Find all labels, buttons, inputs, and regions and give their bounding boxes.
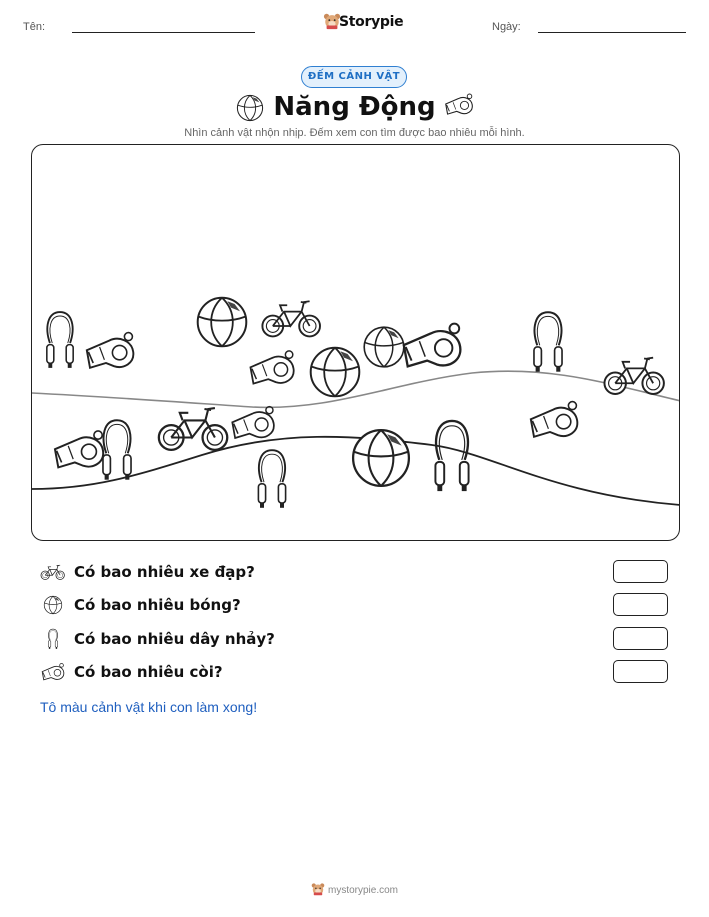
whistle-icon: [404, 324, 461, 367]
jump-rope-icon: [47, 312, 73, 368]
question-row: [40, 560, 680, 586]
ball-icon: [353, 430, 409, 486]
ball-icon: [311, 348, 360, 397]
question-text: Có bao nhiêu dây nhảy?: [74, 630, 275, 648]
bicycle-icon: [262, 301, 320, 336]
answer-box-whistles[interactable]: [613, 660, 668, 683]
page-title: Năng Động: [273, 92, 436, 122]
footer-url[interactable]: mystorypie.com: [327, 885, 398, 896]
footer: [0, 882, 709, 896]
jump-rope-icon: [40, 628, 66, 650]
jump-rope-icon: [258, 450, 285, 508]
bicycle-icon: [159, 408, 227, 450]
jump-rope-icon: [435, 421, 468, 491]
answer-box-balls[interactable]: [613, 593, 668, 616]
bear-icon: [311, 882, 325, 896]
bicycle-icon: [40, 561, 66, 583]
answer-box-jump-ropes[interactable]: [613, 627, 668, 650]
title-ball-icon: [236, 94, 264, 122]
question-text: Có bao nhiêu xe đạp?: [74, 563, 255, 581]
question-row: [40, 660, 680, 686]
whistle-icon: [40, 661, 66, 683]
bicycle-icon: [604, 358, 663, 394]
instructions: Nhìn cảnh vật nhộn nhịp. Đếm xem con tìm được bao nhiêu mỗi hình.: [184, 127, 525, 139]
name-line[interactable]: [72, 32, 255, 33]
title-whistle-icon: [443, 92, 475, 117]
activity-badge: ĐẾM CẢNH VẬT: [301, 66, 407, 88]
counting-scene: [31, 144, 680, 541]
question-text: Có bao nhiêu còi?: [74, 663, 223, 681]
question-text: Có bao nhiêu bóng?: [74, 596, 241, 614]
coloring-note: Tô màu cảnh vật khi con làm xong!: [40, 699, 258, 715]
whistle-icon: [55, 431, 103, 467]
ball-icon: [198, 298, 247, 347]
jump-rope-icon: [534, 312, 562, 371]
ball-icon: [364, 327, 404, 367]
brand-name: Storypie: [339, 14, 404, 30]
brand-logo: [323, 12, 404, 32]
whistle-icon: [531, 402, 578, 437]
whistle-icon: [87, 333, 134, 368]
name-label: Tên:: [23, 21, 46, 33]
date-label: Ngày:: [492, 21, 521, 33]
question-row: [40, 593, 680, 619]
answer-box-bicycles[interactable]: [613, 560, 668, 583]
question-row: [40, 627, 680, 653]
date-line[interactable]: [538, 32, 686, 33]
whistle-icon: [250, 351, 293, 384]
jump-rope-icon: [103, 420, 131, 479]
ball-icon: [40, 594, 66, 616]
whistle-icon: [232, 407, 274, 438]
